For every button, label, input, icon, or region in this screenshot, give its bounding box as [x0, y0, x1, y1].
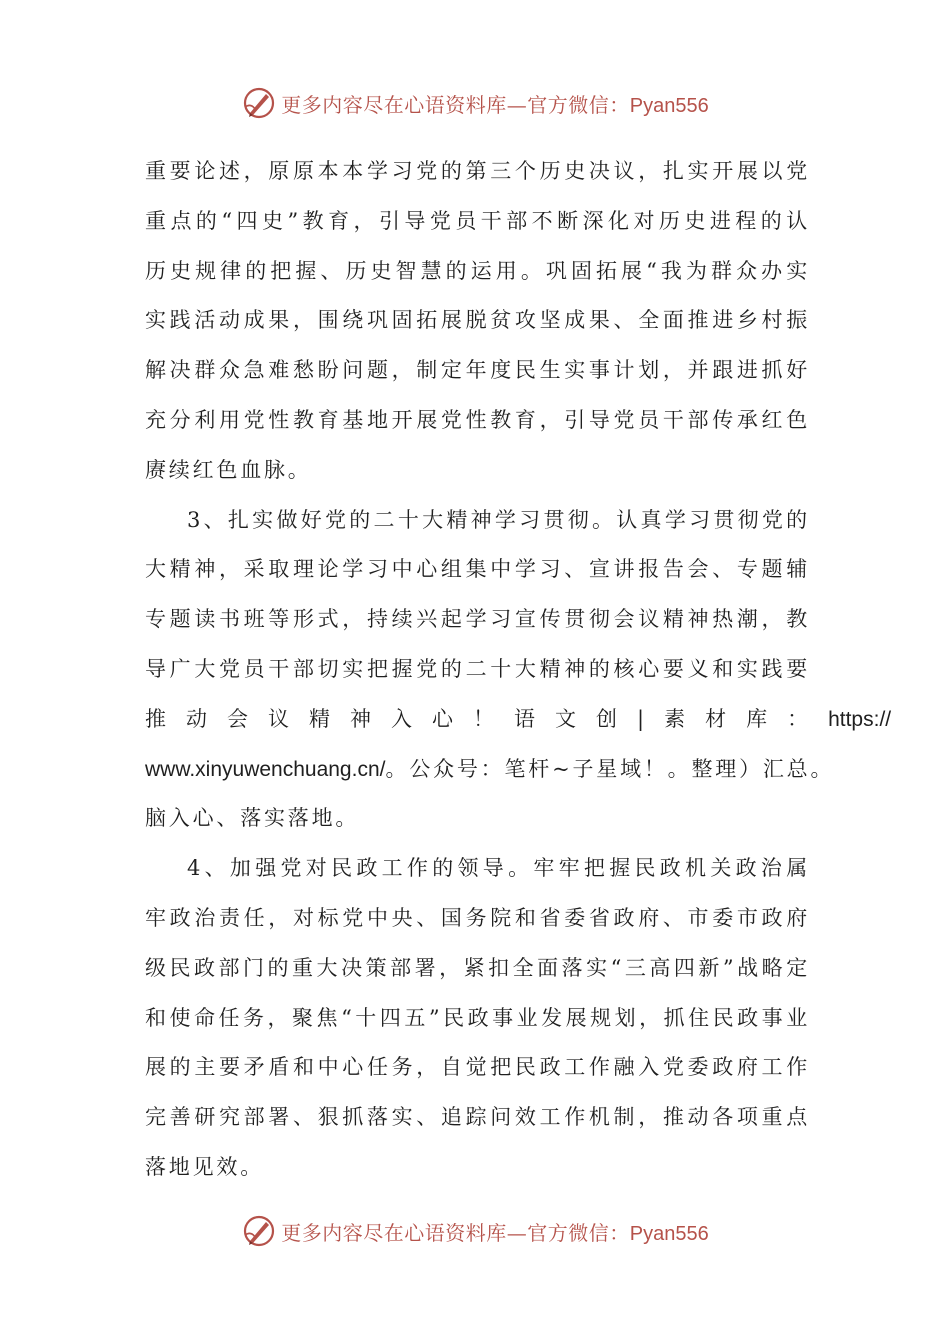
text-line: 牢政治责任，对标党中央、国务院和省委省政府、市委市政府 — [145, 905, 810, 930]
text-line: 解决群众急难愁盼问题，制定年度民生实事计划，并跟进抓好 — [145, 358, 810, 383]
watermark-url-part[interactable]: https:// — [828, 707, 892, 731]
watermark-url[interactable]: www.xinyuwenchuang.cn/ — [145, 757, 386, 781]
banner-text — [281, 89, 708, 118]
text-line: 级民政部门的重大决策部署，紧扣全面落实“三高四新”战略定 — [145, 955, 810, 980]
footer-banner — [0, 1208, 950, 1254]
text-line: 3、扎实做好党的二十大精神学习贯彻。认真学习贯彻党的 — [187, 507, 810, 532]
text-line: 大精神，采取理论学习中心组集中学习、宣讲报告会、专题辅 — [145, 557, 810, 582]
paragraph-4 — [145, 844, 810, 1193]
text-line: 脑入心、落实落地。 — [145, 806, 360, 831]
text-line: 4、加强党对民政工作的领导。牢牢把握民政机关政治属 — [187, 856, 810, 881]
text-line: 充分利用党性教育基地开展党性教育，引导党员干部传承红色 — [145, 407, 810, 432]
banner-slogan: 更多内容尽在心语资料库—官方微信： — [281, 92, 630, 117]
watermark-text-2: 。公众号：笔杆~子星域！。整理）汇总。 — [385, 756, 835, 781]
text-line: 完善研究部署、狠抓落实、追踪问效工作机制，推动各项重点 — [145, 1105, 810, 1130]
watermark-line — [145, 695, 892, 745]
text-line: 和使命任务，聚焦“十四五”民政事业发展规划，抓住民政事业 — [145, 1005, 810, 1030]
wechat-handle: Pyan556 — [629, 1222, 709, 1245]
header-banner — [0, 80, 950, 126]
banner-text — [281, 1217, 708, 1246]
text-line: 重要论述，原原本本学习党的第三个历史决议，扎实开展以党 — [145, 159, 810, 183]
text-line: 历史规律的把握、历史智慧的运用。巩固拓展“我为群众办实 — [145, 258, 810, 283]
pen-logo-icon — [241, 1213, 277, 1249]
text-line: 重点的“四史”教育，引导党员干部不断深化对历史进程的认 — [145, 208, 810, 233]
wechat-handle: Pyan556 — [629, 94, 709, 117]
watermark-text: 推动会议精神入心！语文创|素材库： — [145, 706, 829, 731]
paragraph-1 — [145, 147, 810, 496]
text-line: 落地见效。 — [145, 1154, 264, 1179]
pen-logo-icon — [241, 85, 277, 121]
paragraph-3 — [145, 496, 892, 845]
text-line: 导广大党员干部切实把握党的二十大精神的核心要义和实践要 — [145, 656, 810, 681]
text-line: 展的主要矛盾和中心任务，自觉把民政工作融入党委政府工作 — [145, 1055, 810, 1080]
document-body — [145, 147, 892, 1193]
text-line: 赓续红色血脉。 — [145, 457, 312, 482]
watermark-line-2 — [145, 745, 835, 795]
banner-slogan: 更多内容尽在心语资料库—官方微信： — [281, 1220, 630, 1245]
text-line: 专题读书班等形式，持续兴起学习宣传贯彻会议精神热潮，教 — [145, 607, 810, 632]
text-line: 实践活动成果，围绕巩固拓展脱贫攻坚成果、全面推进乡村振 — [145, 308, 810, 333]
